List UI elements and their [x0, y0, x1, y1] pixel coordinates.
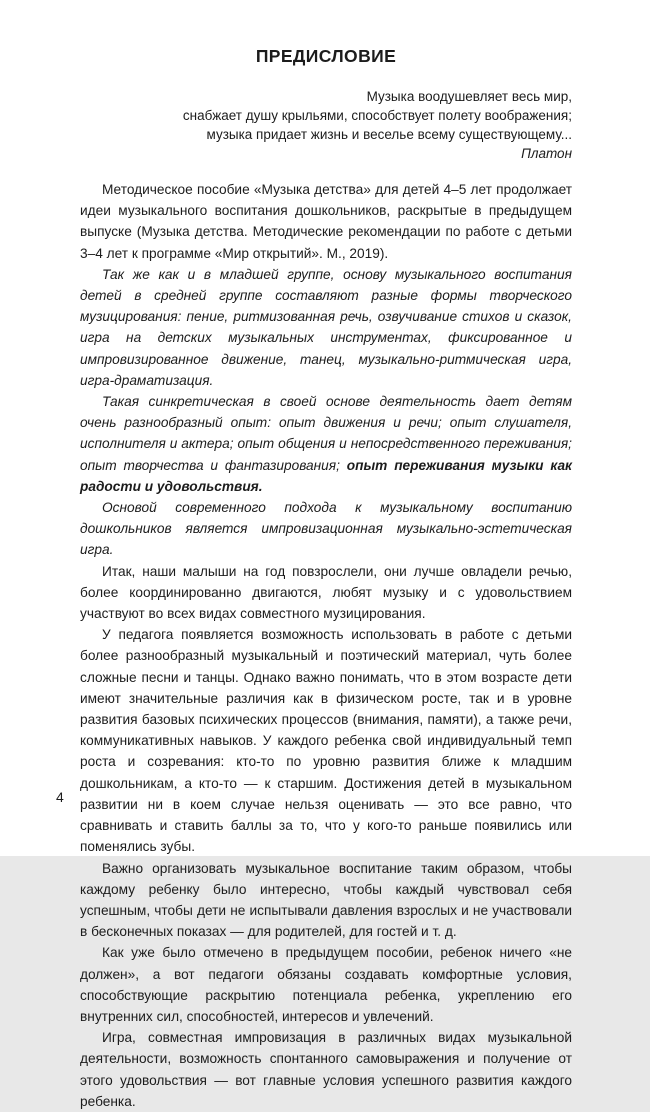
paragraph: Основой современного подхода к музыкальному воспитанию дошкольников является импровизационная музыкально-эстетическая игра. — [80, 500, 572, 558]
paragraph: Итак, наши малыши на год повзрослели, они лучше овладели речью, более координированно двигаются, любят музыку и с удовольствием участвуют во всех видах совместного музицирования. — [80, 563, 572, 622]
epigraph — [80, 87, 572, 163]
paragraph — [80, 391, 572, 497]
page-number: 4 — [56, 789, 64, 805]
paragraph: У педагога появляется возможность использовать в работе с детьми более разнообразный музыкальный и поэтический материал, чуть более сложные песни и танцы. Однако важно понимать, что в этом возрасте дети имеют значительные различия как в физическом росте, так и в уровне развития базовых психических процессов (внимания, памяти), а также речи, коммуникативных навыков. У каждого ребенка свой индивидуальный темп роста и созревания: кто-то по уровню развития ближе к младшим дошкольникам, а кто-то — к старшим. Достижения детей в музыкальном развитии ни в коем случае нельзя оценивать — это все равно, что сравнивать и ставить баллы за то, что у кого-то раньше появились или поменялись зубы. — [80, 627, 572, 855]
paragraph: Игра, совместная импровизация в различных видах музыкальной деятельности, возможность спонтанного самовыражения и получение от этого удовольствия — вот главные условия успешного развития каждого ребенка. — [80, 1030, 572, 1109]
page-title: ПРЕДИСЛОВИЕ — [255, 46, 397, 66]
body-text — [80, 179, 572, 1112]
paragraph: Методическое пособие «Музыка детства» для детей 4–5 лет продолжает идеи музыкального воспитания дошкольников, раскрытые в предыдущем выпуске (Музыка детства. Методические рекомендации по работе с детьми 3–4 лет к программе «Мир открытий». М., 2019). — [80, 182, 572, 261]
page-content — [80, 0, 572, 1112]
epigraph-line: снабжает душу крыльями, способствует полету воображения; — [182, 108, 572, 123]
paragraph: Так же как и в младшей группе, основу музыкального воспитания детей в средней группе составляют разные формы творческого музицирования: пение, ритмизованная речь, озвучивание стихов и сказок, игра на детских музыкальных инструментах, фиксированное и импровизированное движение, танец, музыкально-ритмическая игра, игра-драматизация. — [80, 266, 572, 388]
epigraph-line: Музыка воодушевляет весь мир, — [366, 89, 572, 104]
paragraph-text: Такая синкретическая в своей основе деятельность дает детям очень разнообразный опыт: опыт движения и речи; опыт слушателя, исполнителя и актера; опыт общения и непосредственного переживания; опыт творчества и фантазирования; — [80, 394, 572, 473]
epigraph-line: музыка придает жизнь и веселье всему существующему... — [206, 127, 572, 142]
epigraph-author: Платон — [521, 146, 572, 161]
paragraph: Важно организовать музыкальное воспитание таким образом, чтобы каждому ребенку было интересно, чтобы каждый чувствовал себя успешным, чтобы дети не испытывали давления взрослых и не участвовали в бесконечных показах — для родителей, для гостей и т. д. — [80, 860, 572, 940]
paragraph-bold-text: опыт переживания музыки как радости и удовольствия. — [80, 457, 572, 494]
paragraph: Как уже было отмечено в предыдущем пособии, ребенок ничего «не должен», а вот педагоги обязаны создавать комфортные условия, способствующие раскрытию потенциала ребенка, укреплению его внутренних сил, способностей, интересов и увлечений. — [80, 945, 572, 1024]
